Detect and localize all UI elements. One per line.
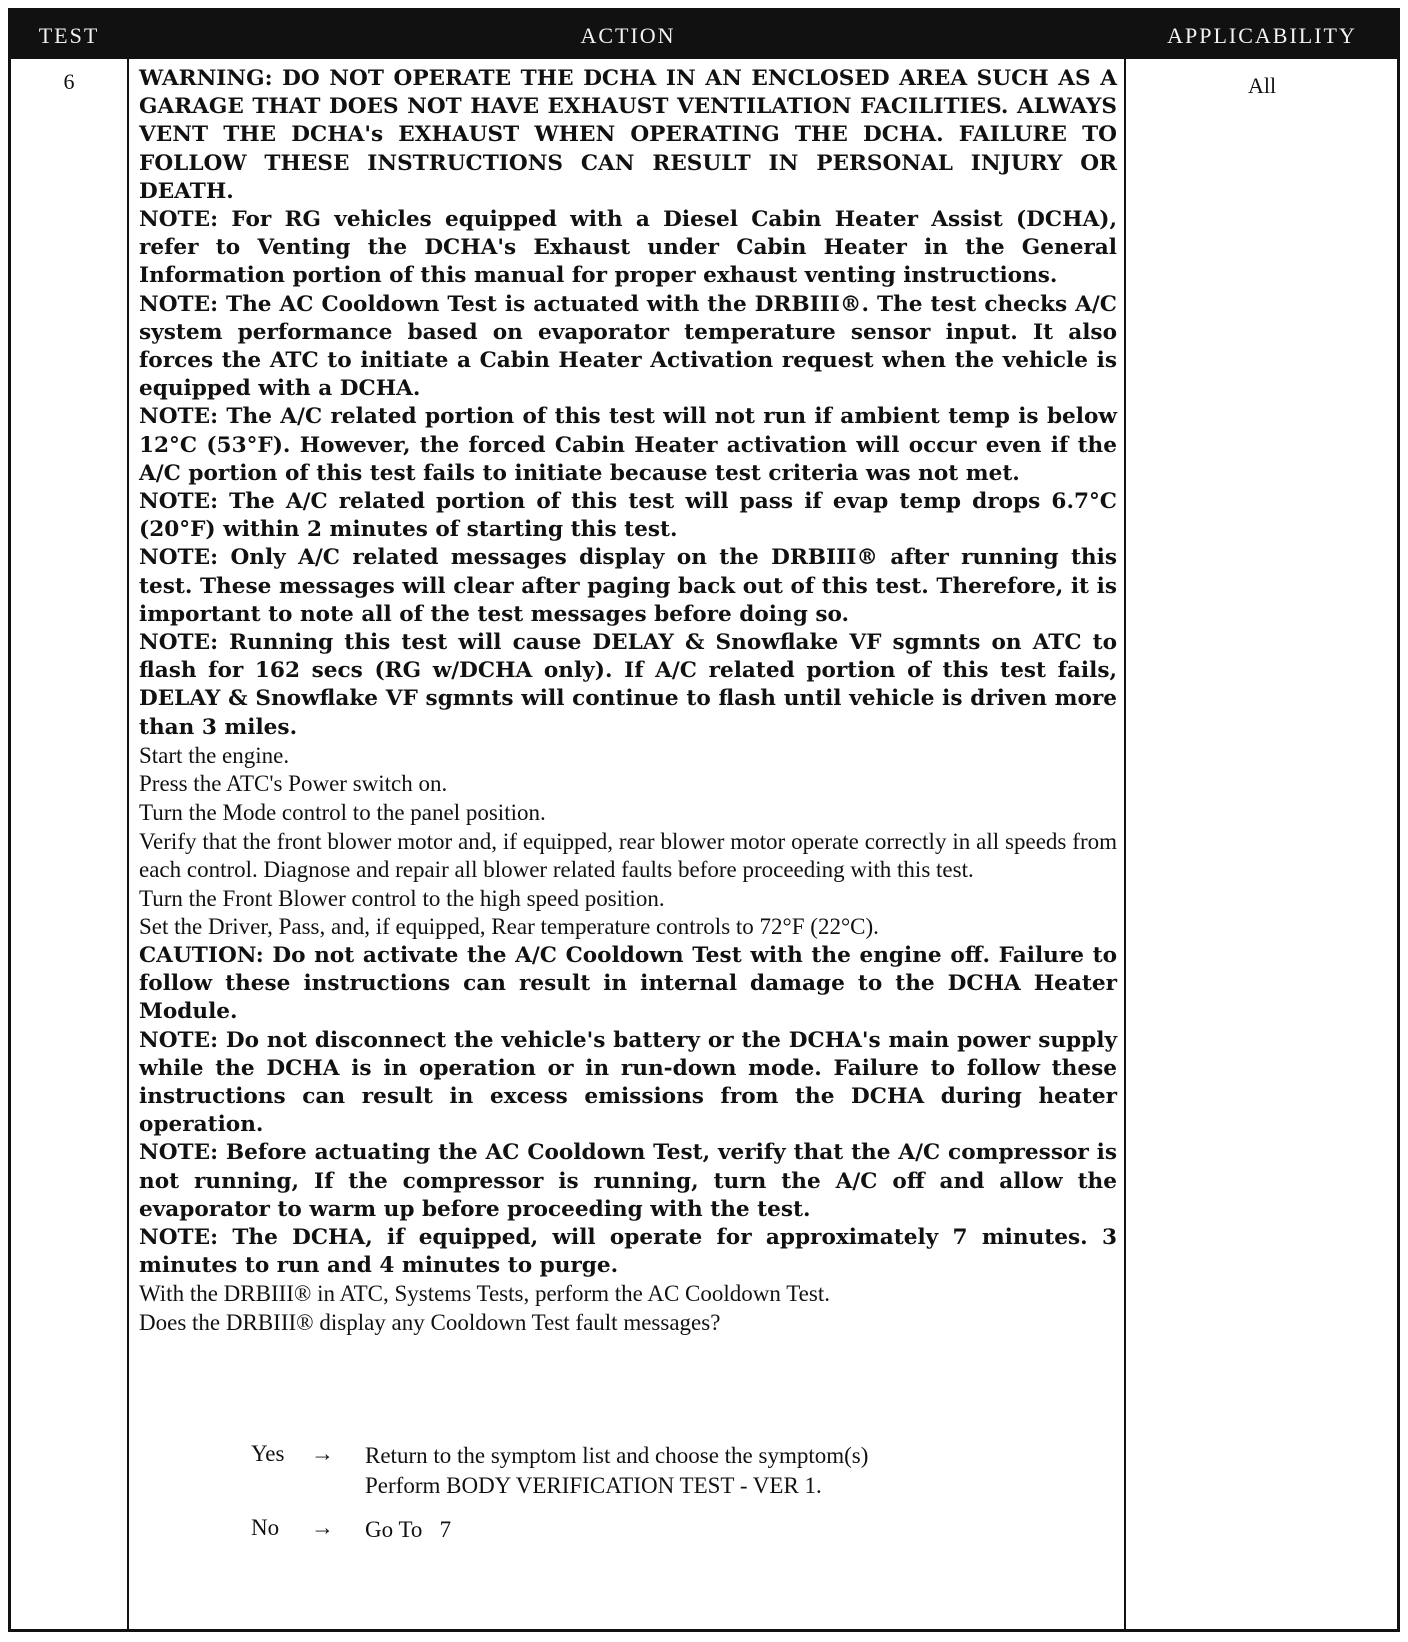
instruction-step: Turn the Front Blower control to the high speed position. (139, 885, 665, 911)
no-label: No (251, 1515, 280, 1540)
instruction-step: Turn the Mode control to the panel position. (139, 800, 546, 826)
column-divider (1124, 59, 1126, 1629)
yes-arrow: → (311, 1441, 334, 1466)
note-paragraph: WARNING: DO NOT OPERATE THE DCHA IN AN ENCLOSED AREA SUCH AS A GARAGE THAT DOES NOT HAVE EXHAUST VENTILATION FACILITIES. ALWAYS VENT THE DCHA's EXHAUST WHEN OPERATING THE DCHA. FAILURE TO FOLLOW THESE INSTRUCTIONS CAN RESULT IN PERSONAL INJURY OR DEATH. (139, 66, 1117, 204)
no-goto: Go To 7 (365, 1517, 452, 1542)
note-paragraph: NOTE: Running this test will cause DELAY & Snowflake VF sgmnts on ATC to flash for 162 secs (RG w/DCHA only). If A/C related portion of this test fails, DELAY & Snowflake VF sgmnts will continue to flash until vehicle is driven more than 3 miles. (139, 630, 1117, 740)
note-paragraph: NOTE: The DCHA, if equipped, will operate for approximately 7 minutes. 3 minutes to run and 4 minutes to purge. (139, 1225, 1117, 1279)
note-paragraph: NOTE: Before actuating the AC Cooldown Test, verify that the A/C compressor is not running, If the compressor is running, turn the A/C off and allow the evaporator to warm up before proceeding with the test. (139, 1140, 1117, 1222)
column-divider (127, 59, 129, 1629)
yes-line-2: Perform BODY VERIFICATION TEST - VER 1. (365, 1473, 822, 1498)
header-applicability: APPLICABILITY (1167, 23, 1357, 48)
yes-label: Yes (251, 1441, 285, 1466)
applicability-value: All (1247, 73, 1277, 98)
instruction-step: With the DRBIII® in ATC, Systems Tests, perform the AC Cooldown Test. (139, 1281, 830, 1307)
no-arrow: → (311, 1515, 334, 1540)
instruction-step: Start the engine. (139, 742, 290, 768)
instruction-step: Does the DRBIII® display any Cooldown Test fault messages? (139, 1310, 721, 1336)
instruction-step: Press the ATC's Power switch on. (139, 771, 448, 797)
table-header (11, 11, 1397, 59)
test-number: 6 (63, 69, 75, 94)
instruction-step: Verify that the front blower motor and, if equipped, rear blower motor operate correctly in all speeds from each control. Diagnose and repair all blower related faults before proceeding with this test. (139, 828, 1117, 883)
yes-line-1: Return to the symptom list and choose the symptom(s) (365, 1443, 869, 1468)
header-test: TEST (38, 23, 100, 48)
test-table (8, 8, 1400, 1632)
note-paragraph: CAUTION: Do not activate the A/C Cooldown Test with the engine off. Failure to follow these instructions can result in internal damage to the DCHA Heater Module. (139, 943, 1117, 1025)
note-paragraph: NOTE: The A/C related portion of this test will not run if ambient temp is below 12°C (53°F). However, the forced Cabin Heater activation will occur even if the A/C portion of this test fails to initiate because test criteria was not met. (139, 404, 1117, 486)
note-paragraph: NOTE: Only A/C related messages display on the DRBIII® after running this test. These messages will clear after paging back out of this test. Therefore, it is important to note all of the test messages before doing so. (139, 545, 1117, 627)
action-text (139, 65, 1117, 1338)
note-paragraph: NOTE: Do not disconnect the vehicle's battery or the DCHA's main power supply while the DCHA is in operation or in run-down mode. Failure to follow these instructions can result in excess emissions from the DCHA during heater operation. (139, 1027, 1117, 1138)
note-paragraph: NOTE: The A/C related portion of this test will pass if evap temp drops 6.7°C (20°F) within 2 minutes of starting this test. (139, 489, 1117, 543)
note-paragraph: NOTE: The AC Cooldown Test is actuated with the DRBIII®. The test checks A/C system performance based on evaporator temperature sensor input. It also forces the ATC to initiate a Cabin Heater Activation request when the vehicle is equipped with a DCHA. (139, 291, 1117, 402)
header-action: ACTION (580, 23, 676, 48)
instruction-step: Set the Driver, Pass, and, if equipped, Rear temperature controls to 72°F (22°C). (139, 914, 879, 940)
note-paragraph: NOTE: For RG vehicles equipped with a Diesel Cabin Heater Assist (DCHA), refer to Venting the DCHA's Exhaust under Cabin Heater in the General Information portion of this manual for proper exhaust venting instructions. (139, 207, 1117, 289)
